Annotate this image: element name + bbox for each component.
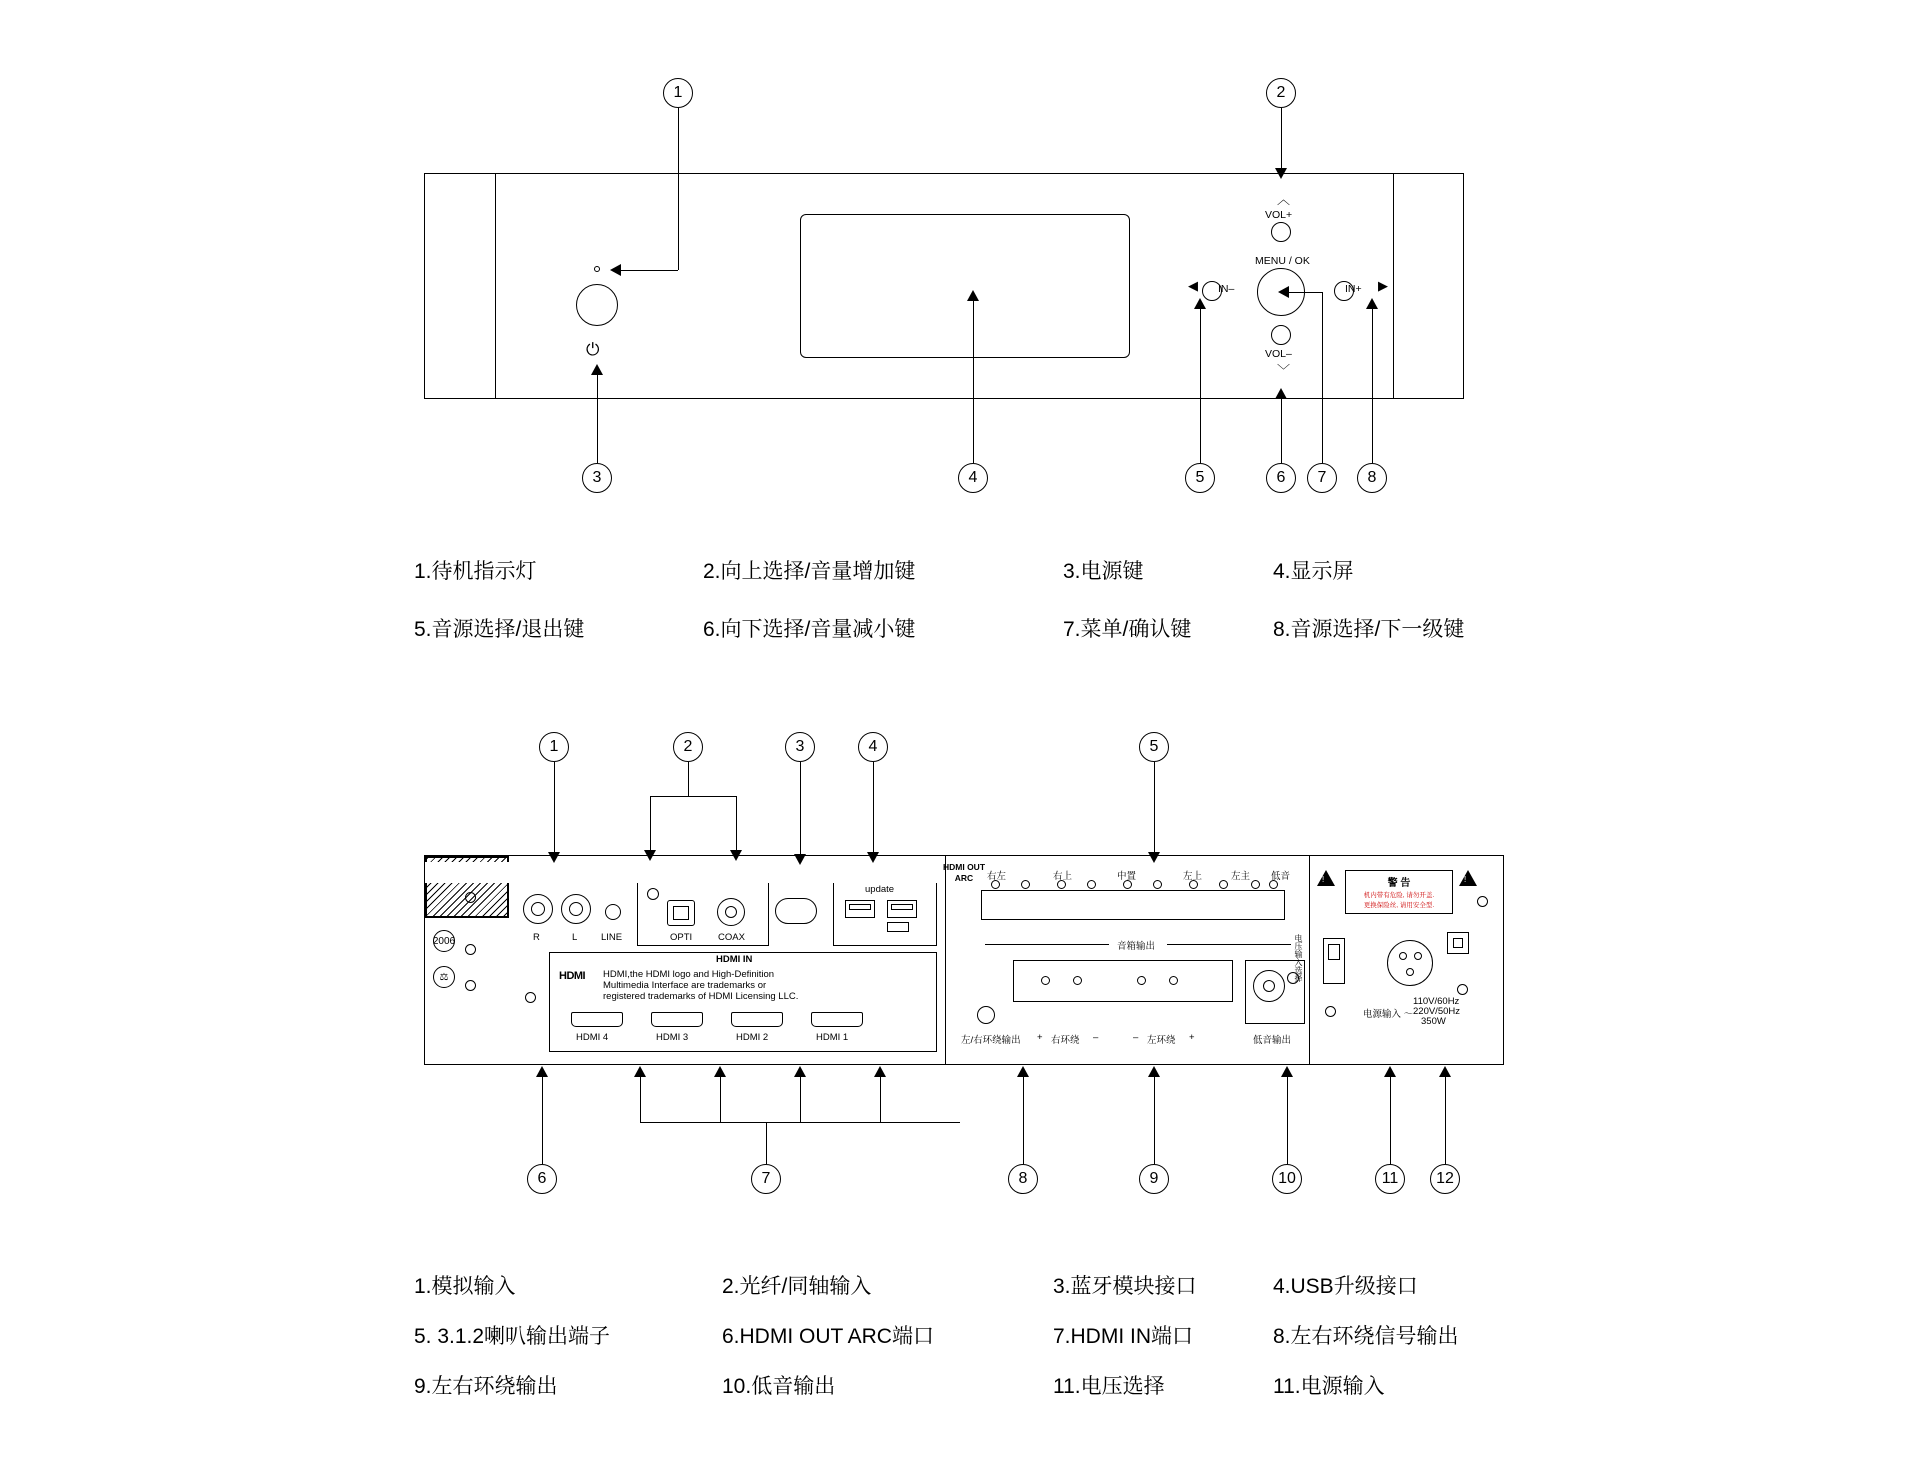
- terminal-label-left-up: 左上: [1183, 871, 1203, 882]
- callout-7-arrow: [1278, 286, 1289, 298]
- callout-2-front: 2: [1266, 78, 1296, 108]
- jack-r-label: R: [533, 932, 540, 943]
- rear-legend-item-8: 8.左右环绕信号输出: [1273, 1325, 1459, 1348]
- left-surround-minus: –: [1133, 1032, 1139, 1043]
- rear-panel: [424, 855, 1504, 1065]
- usb-a-port-inner: [849, 904, 871, 910]
- rear-legend-item-3: 3.蓝牙模块接口: [1053, 1275, 1197, 1298]
- front-legend-item-7: 7.菜单/确认键: [1063, 618, 1192, 641]
- speaker-terminal[interactable]: [1219, 880, 1228, 889]
- vol-down-chevron-icon: ﹀: [1277, 363, 1291, 378]
- callout-3-leader: [597, 374, 598, 463]
- surround-terminal[interactable]: [1169, 976, 1178, 985]
- callout-7-rear-leader-h: [640, 1122, 960, 1123]
- rear-legend-item-12: 11.电源输入: [1273, 1375, 1385, 1398]
- callout-11-rear-leader: [1390, 1076, 1391, 1164]
- callout-3-rear-leader: [800, 762, 801, 856]
- usb-update-label: update: [865, 884, 895, 895]
- speaker-terminal[interactable]: [1087, 880, 1096, 889]
- rear-panel-divider-1: [945, 856, 946, 1064]
- callout-2-rear-leader-h: [650, 796, 736, 797]
- screw-hole: [465, 892, 476, 903]
- callout-6-leader: [1281, 398, 1282, 463]
- power-spec-110v: 110V/60Hz: [1413, 996, 1460, 1007]
- terminal-label-sub: 低音: [1271, 871, 1291, 882]
- speaker-terminal-strip-top[interactable]: [981, 890, 1285, 920]
- callout-3-rear-arrow: [794, 854, 806, 865]
- callout-2-rear-branch-right: [736, 796, 737, 852]
- front-legend-item-3: 3.电源键: [1063, 560, 1144, 583]
- hdmi-trademark-line-1: HDMI,the HDMI logo and High-Definition: [603, 969, 775, 980]
- callout-5-arrow: [1194, 298, 1206, 309]
- callout-2-rear-arrow-right: [730, 850, 742, 861]
- hdmi-trademark-line-2: Multimedia Interface are trademarks or: [603, 980, 767, 991]
- coax-in-port-inner: [725, 906, 737, 918]
- callout-12-rear-leader: [1445, 1076, 1446, 1164]
- callout-1-rear-leader: [554, 762, 555, 854]
- callout-3-rear: 3: [785, 732, 815, 762]
- voltage-selector-switch[interactable]: [1323, 938, 1345, 984]
- callout-1-front: 1: [663, 78, 693, 108]
- callout-7-rear-branch-3: [800, 1076, 801, 1122]
- warning-line-2: 更换保险丝, 请用安全型.: [1363, 902, 1435, 909]
- callout-4-arrow: [967, 290, 979, 301]
- ac-power-inlet[interactable]: [1387, 940, 1433, 986]
- callout-6-rear-arrow: [536, 1066, 548, 1077]
- speaker-terminal[interactable]: [1153, 880, 1162, 889]
- speaker-output-rule-left: [985, 944, 1109, 945]
- callout-11-rear: 11: [1375, 1164, 1405, 1194]
- callout-7-leader-v: [1322, 292, 1323, 463]
- optical-in-label: OPTI: [670, 932, 693, 943]
- callout-3-front: 3: [582, 463, 612, 493]
- callout-2-rear-leader-v: [688, 762, 689, 796]
- terminal-label-left-main: 左主: [1231, 871, 1251, 882]
- jack-l-label: L: [572, 932, 578, 943]
- front-panel-divider-right: [1393, 174, 1394, 398]
- ac-pin: [1414, 952, 1422, 960]
- lr-surround-signal-out-label: 左/右环绕输出: [961, 1035, 1021, 1046]
- front-legend-item-4: 4.显示屏: [1273, 560, 1354, 583]
- hdmi-in-1-label: HDMI 1: [816, 1032, 849, 1043]
- callout-7-rear-arrow-2: [714, 1066, 726, 1077]
- callout-8-rear-arrow: [1017, 1066, 1029, 1077]
- callout-7-rear-branch-2: [720, 1076, 721, 1122]
- callout-7-rear-branch-4: [880, 1076, 881, 1122]
- rear-legend-item-11: 11.电压选择: [1053, 1375, 1165, 1398]
- callout-8-rear: 8: [1008, 1164, 1038, 1194]
- callout-10-rear-leader: [1287, 1076, 1288, 1164]
- rear-legend-item-10: 10.低音输出: [722, 1375, 836, 1398]
- speaker-terminal[interactable]: [1021, 880, 1030, 889]
- micro-usb-port[interactable]: [887, 922, 909, 932]
- digital-in-screw: [647, 888, 659, 900]
- callout-4-rear: 4: [858, 732, 888, 762]
- sub-out-jack-inner: [1263, 980, 1275, 992]
- callout-10-rear-arrow: [1281, 1066, 1293, 1077]
- vol-up-label: VOL+: [1265, 209, 1293, 221]
- callout-6-front: 6: [1266, 463, 1296, 493]
- vol-down-label: VOL–: [1265, 348, 1292, 360]
- power-button[interactable]: [576, 284, 618, 326]
- callout-3-arrow: [591, 364, 603, 375]
- ac-pin-ground: [1406, 968, 1414, 976]
- in-plus-chevron-icon: ▶: [1378, 278, 1388, 293]
- callout-6-rear: 6: [527, 1164, 557, 1194]
- screw-hole: [1477, 896, 1488, 907]
- in-minus-label: IN–: [1218, 283, 1235, 295]
- callout-1-rear-arrow: [548, 852, 560, 863]
- callout-9-rear-arrow: [1148, 1066, 1160, 1077]
- front-legend-item-1: 1.待机指示灯: [414, 560, 537, 583]
- hdmi-in-3-label: HDMI 3: [656, 1032, 689, 1043]
- hdmi-in-4-label: HDMI 4: [576, 1032, 609, 1043]
- recycle-2006-label: 2006: [432, 935, 456, 947]
- rca-jack-r-inner: [531, 902, 545, 916]
- power-spec-220v: 220V/50Hz: [1413, 1006, 1461, 1017]
- callout-6-rear-leader: [542, 1076, 543, 1164]
- power-icon: ⏻: [586, 340, 600, 359]
- hdmi-in-label: HDMI IN: [713, 954, 755, 965]
- callout-11-rear-arrow: [1384, 1066, 1396, 1077]
- callout-4-leader: [973, 300, 974, 463]
- in-plus-label: IN+: [1345, 283, 1362, 295]
- hdmi-in-2-port[interactable]: [731, 1012, 783, 1027]
- callout-4-front: 4: [958, 463, 988, 493]
- warning-title: 警 告: [1387, 878, 1411, 889]
- callout-8-front: 8: [1357, 463, 1387, 493]
- left-surround-plus: +: [1189, 1032, 1195, 1043]
- callout-5-front: 5: [1185, 463, 1215, 493]
- rear-legend-item-7: 7.HDMI IN端口: [1053, 1325, 1194, 1348]
- front-legend-item-2: 2.向上选择/音量增加键: [703, 560, 916, 583]
- speaker-output-rule-right: [1167, 944, 1291, 945]
- front-panel-divider-left: [495, 174, 496, 398]
- hdmi-in-1-port[interactable]: [811, 1012, 863, 1027]
- line-jack[interactable]: [605, 904, 621, 920]
- callout-7-rear-arrow-3: [794, 1066, 806, 1077]
- callout-1-rear: 1: [539, 732, 569, 762]
- standby-indicator-led: [594, 266, 600, 272]
- vol-down-button[interactable]: [1271, 325, 1291, 345]
- power-spec-watt: 350W: [1421, 1016, 1446, 1027]
- warning-line-1: 机内带有危险, 请勿开盖.: [1363, 892, 1435, 899]
- ce-mark-icon: ⚖: [433, 966, 455, 988]
- hdmi-in-2-label: HDMI 2: [736, 1032, 769, 1043]
- callout-7-rear-arrow-1: [634, 1066, 646, 1077]
- hdmi-in-3-port[interactable]: [651, 1012, 703, 1027]
- vol-up-chevron-icon: ︿: [1277, 192, 1291, 207]
- usb-a-port-2-inner: [891, 904, 913, 910]
- speaker-output-label: 音箱输出: [1117, 941, 1156, 952]
- terminal-label-center: 中置: [1117, 871, 1137, 882]
- surround-terminal[interactable]: [1073, 976, 1082, 985]
- warning-triangle-icon: !: [1317, 870, 1335, 886]
- callout-2-rear-branch-left: [650, 796, 651, 852]
- screw-hole: [1457, 984, 1468, 995]
- rear-legend-item-9: 9.左右环绕输出: [414, 1375, 558, 1398]
- right-surround-label: 右环绕: [1051, 1035, 1080, 1046]
- callout-7-leader-h: [1288, 292, 1322, 293]
- hdmi-out-arc-label-line1: HDMI OUT: [942, 862, 986, 872]
- callout-2-rear-arrow-left: [644, 850, 656, 861]
- callout-8-arrow: [1366, 298, 1378, 309]
- bluetooth-module-port[interactable]: [775, 898, 817, 924]
- power-input-label: 电源输入 〜: [1363, 1009, 1414, 1020]
- callout-4-rear-leader: [873, 762, 874, 854]
- screw-hole: [1325, 1006, 1336, 1017]
- rear-legend-item-6: 6.HDMI OUT ARC端口: [722, 1325, 934, 1348]
- callout-5-rear-leader: [1154, 762, 1155, 854]
- callout-2-rear: 2: [673, 732, 703, 762]
- callout-1-leader-h: [620, 270, 678, 271]
- speaker-terminal[interactable]: [1251, 880, 1260, 889]
- screw-hole: [465, 944, 476, 955]
- lr-surround-signal-out-jack[interactable]: [977, 1006, 995, 1024]
- screw-hole: [465, 980, 476, 991]
- callout-7-rear: 7: [751, 1164, 781, 1194]
- rear-legend-item-4: 4.USB升级接口: [1273, 1275, 1418, 1298]
- callout-4-rear-arrow: [867, 852, 879, 863]
- callout-12-rear: 12: [1430, 1164, 1460, 1194]
- callout-5-rear: 5: [1139, 732, 1169, 762]
- optical-in-port-inner: [673, 906, 689, 920]
- vol-up-button[interactable]: [1271, 222, 1291, 242]
- rear-legend-item-2: 2.光纤/同轴输入: [722, 1275, 872, 1298]
- callout-5-leader: [1200, 308, 1201, 463]
- rear-panel-divider-2: [1309, 856, 1310, 1064]
- callout-8-leader: [1372, 308, 1373, 463]
- callout-1-leader-v: [678, 108, 679, 270]
- hdmi-logo: HDMI: [559, 970, 586, 982]
- callout-7-front: 7: [1307, 463, 1337, 493]
- display-screen: [800, 214, 1130, 358]
- coax-in-label: COAX: [718, 932, 745, 943]
- callout-7-rear-branch-1: [640, 1076, 641, 1122]
- surround-terminal[interactable]: [1137, 976, 1146, 985]
- callout-1-arrow: [610, 264, 621, 276]
- right-surround-plus: +: [1037, 1032, 1043, 1043]
- callout-7-rear-leader-v: [766, 1122, 767, 1164]
- terminal-label-right-up: 右上: [1053, 871, 1073, 882]
- line-jack-label: LINE: [601, 932, 623, 943]
- callout-9-rear-leader: [1154, 1076, 1155, 1164]
- surround-terminal[interactable]: [1041, 976, 1050, 985]
- left-surround-label: 左环绕: [1147, 1035, 1176, 1046]
- callout-2-leader: [1281, 108, 1282, 170]
- class-ii-mark-icon: [1447, 932, 1469, 954]
- sub-out-label: 低音输出: [1253, 1035, 1292, 1046]
- rca-jack-l-inner: [569, 902, 583, 916]
- recycle-2006-icon: [433, 930, 455, 952]
- front-legend-item-8: 8.音源选择/下一级键: [1273, 618, 1465, 641]
- rear-legend-item-1: 1.模拟输入: [414, 1275, 516, 1298]
- rear-legend-item-5: 5. 3.1.2喇叭输出端子: [414, 1325, 611, 1348]
- callout-10-rear: 10: [1272, 1164, 1302, 1194]
- callout-2-arrow: [1275, 168, 1287, 179]
- terminal-label-right-left: 右左: [987, 871, 1007, 882]
- warning-triangle-icon-2: !: [1459, 870, 1477, 886]
- right-surround-minus: –: [1093, 1032, 1099, 1043]
- voltage-select-label: 电压输入选择: [1294, 934, 1303, 982]
- hdmi-trademark-line-3: registered trademarks of HDMI Licensing LLC.: [603, 991, 799, 1002]
- callout-8-rear-leader: [1023, 1076, 1024, 1164]
- hdmi-in-4-port[interactable]: [571, 1012, 623, 1027]
- menu-ok-label: MENU / OK: [1255, 255, 1310, 267]
- callout-5-rear-arrow: [1148, 852, 1160, 863]
- ac-pin: [1399, 952, 1407, 960]
- callout-7-rear-arrow-4: [874, 1066, 886, 1077]
- callout-12-rear-arrow: [1439, 1066, 1451, 1077]
- front-legend-item-6: 6.向下选择/音量减小键: [703, 618, 916, 641]
- hdmi-out-arc-label-line2: ARC: [954, 872, 974, 883]
- in-minus-chevron-icon: ◀: [1188, 278, 1198, 293]
- screw-hole: [525, 992, 536, 1003]
- callout-6-arrow: [1275, 388, 1287, 399]
- front-legend-item-5: 5.音源选择/退出键: [414, 618, 585, 641]
- callout-9-rear: 9: [1139, 1164, 1169, 1194]
- warning-box: [1345, 870, 1453, 914]
